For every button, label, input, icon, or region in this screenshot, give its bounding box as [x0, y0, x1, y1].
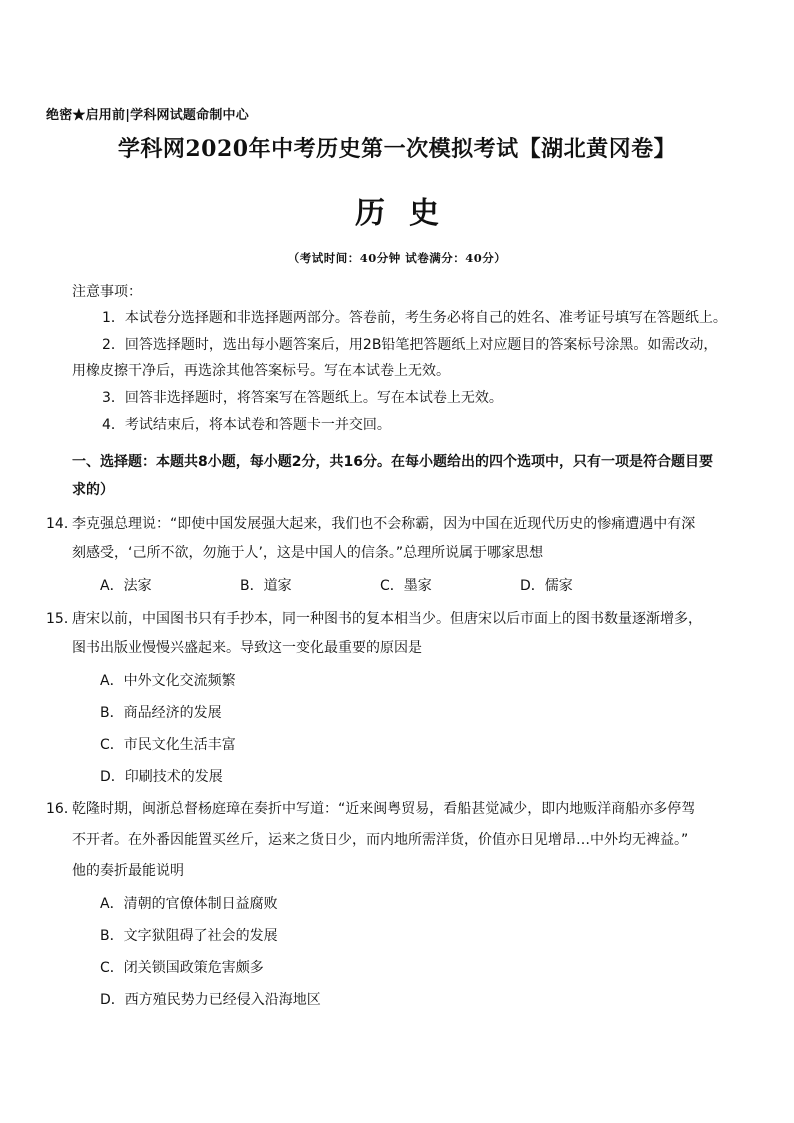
question-16-line-2: 不开者。在外番因能置买丝斤，运来之货日少，而内地所需洋货，价值亦日见增昂…中外均无裨益。” — [72, 832, 689, 848]
section-heading-cont: 求的） — [72, 482, 114, 498]
note-item-2-cont: 用橡皮擦干净后，再选涂其他答案标号。写在本试卷上无效。 — [72, 363, 450, 379]
question-16-number: 16． — [46, 801, 78, 817]
question-16-line-3: 他的奏折最能说明 — [72, 863, 184, 879]
question-16-option-d[interactable]: D．西方殖民势力已经侵入沿海地区 — [100, 992, 321, 1008]
note-item-3: 3．回答非选择题时，将答案写在答题纸上。写在本试卷上无效。 — [102, 390, 503, 406]
exam-info: （考试时间：40分钟 试卷满分：40分） — [287, 251, 507, 265]
question-16-option-b[interactable]: B．文字狱阻碍了社会的发展 — [100, 928, 278, 944]
question-15-option-d[interactable]: D．印刷技术的发展 — [100, 769, 223, 785]
notes-heading: 注意事项： — [72, 284, 142, 300]
question-16-line-1: 乾隆时期，闽浙总督杨庭璋在奏折中写道：“近来闽粤贸易，看船甚觉减少，即内地贩洋商船亦多停驾 — [72, 801, 696, 817]
question-14-option-d[interactable]: D．儒家 — [520, 578, 573, 594]
note-item-4: 4．考试结束后，将本试卷和答题卡一并交回。 — [102, 417, 391, 433]
question-14-option-b[interactable]: B．道家 — [240, 578, 292, 594]
section-heading: 一、选择题：本题共8小题，每小题2分，共16分。在每小题给出的四个选项中，只有一项是符合题目要 — [72, 454, 713, 470]
subject-title: 历史 — [355, 196, 463, 231]
question-15-line-1: 唐宋以前，中国图书只有手抄本，同一种图书的复本相当少。但唐宋以后市面上的图书数量逐渐增多， — [72, 611, 702, 627]
question-14-line-1: 李克强总理说：“即使中国发展强大起来，我们也不会称霸，因为中国在近现代历史的惨痛遭遇中有深 — [72, 516, 696, 532]
note-item-2: 2．回答选择题时，选出每小题答案后，用2B铅笔把答题纸上对应题目的答案标号涂黑。如需改动， — [102, 337, 718, 353]
question-15-option-c[interactable]: C．市民文化生活丰富 — [100, 737, 236, 753]
question-15-option-b[interactable]: B．商品经济的发展 — [100, 705, 222, 721]
question-15-number: 15． — [46, 611, 78, 627]
question-16-option-a[interactable]: A．清朝的官僚体制日益腐败 — [100, 896, 278, 912]
question-14-option-a[interactable]: A．法家 — [100, 578, 152, 594]
question-15-line-2: 图书出版业慢慢兴盛起来。导致这一变化最重要的原因是 — [72, 640, 422, 656]
question-14-number: 14． — [46, 516, 78, 532]
question-15-option-a[interactable]: A．中外文化交流频繁 — [100, 673, 236, 689]
note-item-1: 1．本试卷分选择题和非选择题两部分。答卷前，考生务必将自己的姓名、准考证号填写在答题纸上。 — [102, 310, 727, 326]
question-16-option-c[interactable]: C．闭关锁国政策危害颇多 — [100, 960, 264, 976]
secret-label: 绝密★启用前|学科网试题命制中心 — [46, 108, 249, 123]
question-14-line-2: 刻感受，‘己所不欲，勿施于人’，这是中国人的信条。”总理所说属于哪家思想 — [72, 545, 544, 561]
exam-title: 学科网2020年中考历史第一次模拟考试【湖北黄冈卷】 — [117, 136, 677, 162]
question-14-option-c[interactable]: C．墨家 — [380, 578, 432, 594]
